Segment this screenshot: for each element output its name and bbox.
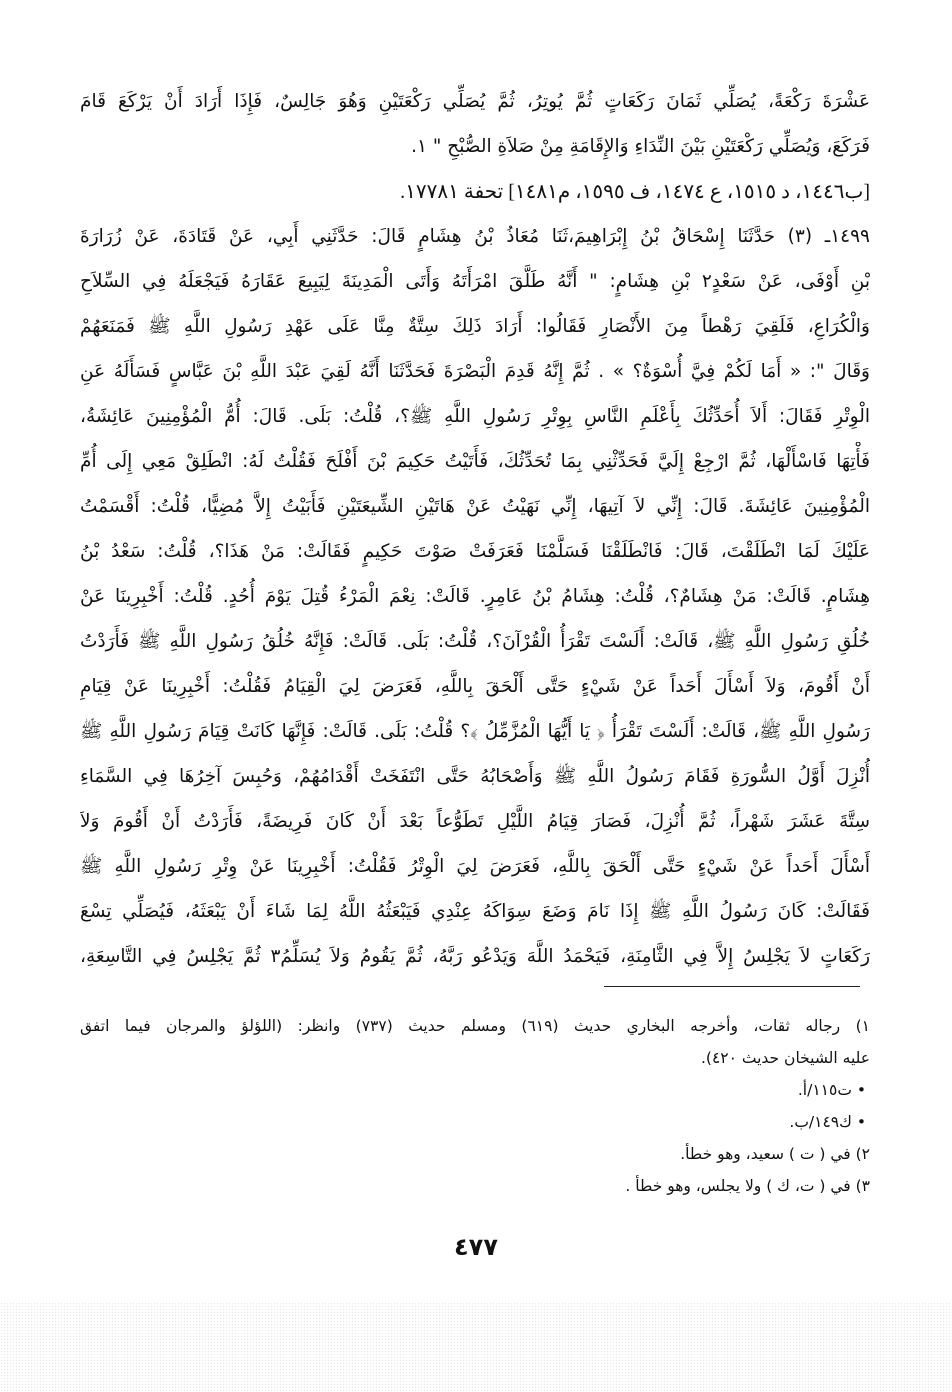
text-line: خُلُقِ رَسُولِ اللَّهِ ﷺ، قَالَتْ: أَلَسْتَ تَقْرَأُ الْقُرْآنَ؟، قُلْتُ: بَلَى. قَالَتْ: فَإِنَّهُ خُلُقُ رَسُولِ اللَّهِ ﷺ فَأَرَدْتُ [80,631,870,652]
text-line: الْمُؤْمِنِينَ عَائِشَةَ. قَالَ: إِنِّي لاَ آتِيهَا، إِنِّي نَهَيْتُ عَنْ هَاتَيْنِ الشِّيعَتَيْنِ فَأَبَيْتُ إِلاَّ مُضِيًّا، قُلْتُ: أَقْسَمْتُ [80,496,870,517]
text-line: أَسْأَلَ أَحَداً عَنْ شَيْءٍ حَتَّى أَلْحَقَ بِاللَّهِ، فَعَرَضَ لِيَ الْوِتْرُ فَقُلْتُ: أَخْبِرِينَا عَنْ وِتْرِ رَسُولِ اللَّهِ ﷺ [80,856,870,877]
text-line: بْنِ أَوْفَى، عَنْ سَعْدٍ٢ بْنِ هِشَامٍ: " أَنَّهُ طَلَّقَ امْرَأَتَهُ وَأَتَى الْمَدِينَةَ لِيَبِيعَ عَقَارَهُ فَيَجْعَلَهُ فِي السِّلاَحِ [80,271,870,292]
text-line: وَقَالَ ": « أَمَا لَكُمْ فِيَّ أُسْوَةٌ؟ » . ثُمَّ إِنَّهُ قَدِمَ الْبَصْرَةَ فَحَدَّثَنَا أَنَّهُ لَقِيَ عَبْدَ اللَّهِ بْنَ عَبَّاسٍ فَسَأَلَهُ عَنِ [80,361,870,382]
footnote-item: ٢) في ( ت ) سعيد، وهو خطأ. [680,1145,870,1163]
text-line: سِتَّةَ عَشَرَ شَهْراً، ثُمَّ أُنْزِلَ، فَصَارَ قِيَامُ اللَّيْلِ تَطَوُّعاً بَعْدَ أَنْ كَانَ فَرِيضَةً، فَأَرَدْتُ أَنْ أَقُومَ وَلاَ [80,811,870,832]
hadith-text-body [80,82,870,982]
text-line: رَكَعَاتٍ لاَ يَجْلِسُ إِلاَّ فِي الثَّامِنَةِ، فَيَحْمَدُ اللَّهَ وَيَدْعُو رَبَّهُ، ثُمَّ يَقُومُ وَلاَ يُسَلِّمُ٣ ثُمَّ يَجْلِسُ فِي التَّاسِعَةِ، [80,946,870,967]
text-line: عَلَيْكَ لَمَا انْطَلَقْتَ، قَالَ: فَانْطَلَقْنَا فَسَلَّمْنَا فَعَرَفَتْ صَوْتَ حَكِيمٍ فَقَالَتْ: مَنْ هَذَا؟، قُلْتُ: سَعْدُ بْنُ [80,541,870,562]
scan-noise [0,1302,952,1392]
text-line: أُنْزِلَ أَوَّلُ السُّورَةِ فَقَامَ رَسُولُ اللَّهِ ﷺ وَأَصْحَابُهُ حَتَّى انْتَفَخَتْ أَقْدَامُهُمْ، وَحُبِسَ آخِرُهَا فِي السَّمَاءِ [80,766,870,787]
text-line: فَرَكَعَ، وَيُصَلِّي رَكْعَتَيْنِ بَيْنَ النِّدَاءِ وَالإِقَامَةِ مِنْ صَلاَةِ الصُّبْحِ " ١. [411,136,870,157]
manuscript-marker: • ت١١٥/أ. [797,1081,866,1099]
text-line: الْوِتْرِ فَقَالَ: أَلاَ أُحَدِّثُكَ بِأَعْلَمِ النَّاسِ بِوِتْرِ رَسُولِ اللَّهِ ﷺ؟، قُلْتُ: بَلَى. قَالَ: أُمُّ الْمُؤْمِنِينَ عَائِشَةُ، [80,406,870,427]
footnotes [80,1010,870,1202]
text-line: أَنْ أَقُومَ، وَلاَ أَسْأَلَ أَحَداً عَنْ شَيْءٍ حَتَّى أَلْحَقَ بِاللَّهِ، فَعَرَضَ لِيَ الْقِيَامُ فَقُلْتُ: أَخْبِرِينَا عَنْ قِيَامِ [80,676,870,697]
footnote-item: عليه الشيخان حديث ٤٢٠). [700,1049,870,1067]
footnote-item: ٣) في ( ت، ك ) ولا يجلس، وهو خطأ . [625,1177,870,1195]
text-line: فَأْتِهَا فَاسْأَلْهَا، ثُمَّ ارْجِعْ إِلَيَّ فَحَدِّثْنِي بِمَا تُحَدِّثُكَ، فَأَتَيْتُ حَكِيمَ بْنَ أَفْلَحَ فَقُلْتُ لَهُ: انْطَلِقْ مَعِي إِلَى أُمِّ [80,451,870,472]
text-line: وَالْكُرَاعِ، فَلَقِيَ رَهْطاً مِنَ الأَنْصَارِ فَقَالُوا: أَرَادَ ذَلِكَ سِتَّةٌ مِنَّا عَلَى عَهْدِ رَسُولِ اللَّهِ ﷺ فَمَنَعَهُمْ [80,316,870,337]
hadith-start-line: ١٤٩٩ـ (٣) حَدَّثَنَا إِسْحَاقُ بْنُ إِبْرَاهِيمَ،ثَنَا مُعَاذُ بْنُ هِشَامٍ قَالَ: حَدَّثَنِي أَبِي، عَنْ قَتَادَةَ، عَنْ زُرَارَةَ [80,226,870,247]
text-line: فَقَالَتْ: كَانَ رَسُولُ اللَّهِ ﷺ إِذَا نَامَ وَضَعَ سِوَاكَهُ عِنْدِي فَيَبْعَثُهُ اللَّهُ لِمَا شَاءَ أَنْ يَبْعَثَهُ، فَيُصَلِّي تِسْعَ [80,901,870,922]
footnote-divider [604,986,860,987]
reference-line: [ب١٤٤٦، د ١٥١٥، ع ١٤٧٤، ف ١٥٩٥، م١٤٨١] تحفة ١٧٧٨١. [400,181,870,203]
manuscript-marker: • ك١٤٩/ب. [789,1113,866,1131]
footnote-item: ١) رجاله ثقات، وأخرجه البخاري حديث (٦١٩) ومسلم حديث (٧٣٧) وانظر: (اللؤلؤ والمرجان فيما اتفق [80,1017,870,1035]
text-line: رَسُولِ اللَّهِ ﷺ، قَالَتْ: أَلَسْتَ تَقْرَأُ ﴿ يَا أَيُّهَا الْمُزَّمِّلُ ﴾؟ قُلْتُ: بَلَى. قَالَتْ: فَإِنَّهَا كَانَتْ قِيَامَ رَسُولِ اللَّهِ ﷺ [80,721,870,742]
text-line: عَشْرَةَ رَكْعَةً، يُصَلِّي ثَمَانَ رَكَعَاتٍ ثُمَّ يُوتِرُ، ثُمَّ يُصَلِّي رَكْعَتَيْنِ وَهُوَ جَالِسٌ، فَإِذَا أَرَادَ أَنْ يَرْكَعَ قَامَ [80,91,870,112]
text-line: هِشَامٍ. قَالَتْ: مَنْ هِشَامٌ؟، قُلْتُ: هِشَامُ بْنُ عَامِرٍ. قَالَتْ: نِعْمَ الْمَرْءُ قُتِلَ يَوْمَ أُحُدٍ. قُلْتُ: أَخْبِرِينَا عَنْ [80,586,870,607]
page-number: ٤٧٧ [454,1233,498,1261]
